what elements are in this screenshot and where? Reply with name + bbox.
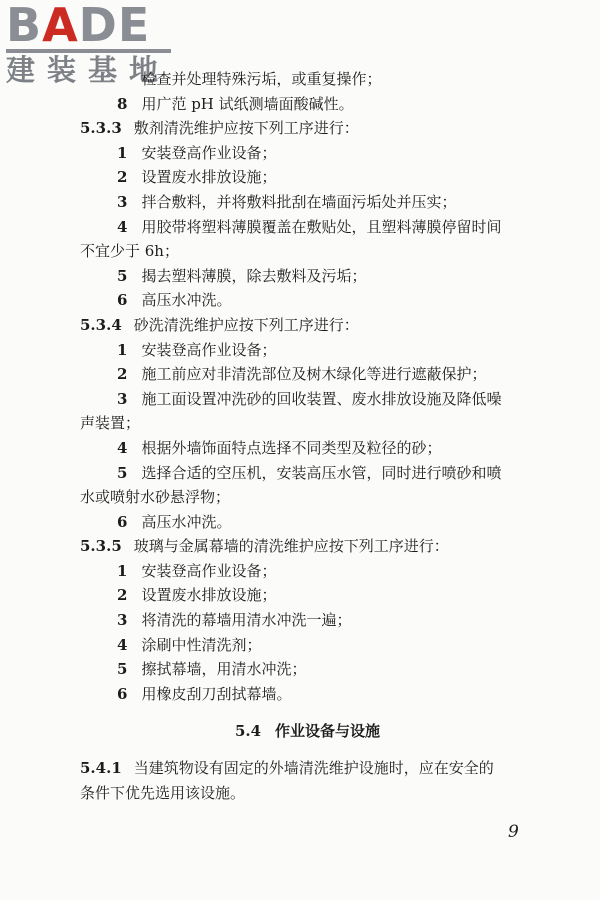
section-number: 5.4 <box>234 722 262 741</box>
item-text: 将清洗的幕墙用清水冲洗一遍； <box>141 611 352 630</box>
item-text: 设置废水排放设施； <box>141 168 277 187</box>
item-number: 2 <box>117 365 128 384</box>
page-number: 9 <box>508 822 519 842</box>
item-text: 安装登高作业设备； <box>141 143 277 162</box>
list-item <box>80 583 535 608</box>
item-number: 3 <box>117 611 128 630</box>
document-body <box>80 67 535 805</box>
item-number: 6 <box>117 291 128 310</box>
item-text: 高压水冲洗。 <box>141 512 232 531</box>
list-item <box>80 608 535 633</box>
clause-5-3-3 <box>80 116 535 141</box>
item-text: 根据外墙饰面特点选择不同类型及粒径的砂； <box>141 438 442 457</box>
item-text: 选择合适的空压机，安装高压水管，同时进行喷砂和喷 <box>141 463 502 482</box>
clause-text: 敷剂清洗维护应按下列工序进行： <box>133 119 359 138</box>
clause-number: 5.3.4 <box>80 315 122 334</box>
item-text: 施工前应对非清洗部位及树木绿化等进行遮蔽保护； <box>141 365 487 384</box>
item-text: 安装登高作业设备； <box>141 561 277 580</box>
list-item <box>80 510 535 535</box>
item-number: 5 <box>117 660 128 679</box>
item-number: 4 <box>117 217 128 236</box>
item-text: 用胶带将塑料薄膜覆盖在敷贴处，且塑料薄膜停留时间 <box>141 217 502 236</box>
clause-text: 玻璃与金属幕墙的清洗维护应按下列工序进行： <box>133 537 449 556</box>
clause-5-3-4 <box>80 313 535 338</box>
item-number: 5 <box>117 463 128 482</box>
clause-continuation: 条件下优先选用该设施。 <box>80 783 246 802</box>
list-item <box>80 461 535 486</box>
item-number: 1 <box>117 561 128 580</box>
item-text: 涂刷中性清洗剂； <box>141 635 262 654</box>
item-number: 4 <box>117 635 128 654</box>
list-item <box>80 682 535 707</box>
list-item <box>80 67 535 92</box>
list-item <box>80 215 535 240</box>
item-number: 6 <box>117 512 128 531</box>
item-text: 设置废水排放设施； <box>141 586 277 605</box>
list-item <box>80 165 535 190</box>
item-number: 4 <box>117 438 128 457</box>
list-item <box>80 387 535 412</box>
logo-wordmark <box>6 0 176 52</box>
list-item <box>80 633 535 658</box>
item-number: 1 <box>117 340 128 359</box>
list-item <box>80 559 535 584</box>
list-item <box>80 264 535 289</box>
logo-letter-a: A <box>42 0 79 52</box>
section-title: 作业设备与设施 <box>275 722 381 741</box>
clause-number: 5.4.1 <box>80 759 122 778</box>
item-text: 施工面设置冲洗砂的回收装置、废水排放设施及降低噪 <box>141 389 502 408</box>
logo-letter-b: B <box>6 0 43 52</box>
list-item <box>80 92 535 117</box>
list-item <box>80 338 535 363</box>
item-number: 2 <box>117 168 128 187</box>
item-text: 用橡皮刮刀刮拭幕墙。 <box>141 684 292 703</box>
item-number: 6 <box>117 684 128 703</box>
list-item-continuation: 声装置； <box>80 414 141 433</box>
item-number: 8 <box>117 94 128 113</box>
list-item-continuation: 水或喷射水砂悬浮物； <box>80 488 231 507</box>
list-item <box>80 288 535 313</box>
item-text: 用广范 pH 试纸测墙面酸碱性。 <box>141 94 354 113</box>
item-text: 安装登高作业设备； <box>141 340 277 359</box>
clause-text: 砂洗清洗维护应按下列工序进行： <box>133 315 359 334</box>
clause-number: 5.3.5 <box>80 537 122 556</box>
item-text: 拌合敷料，并将敷料批刮在墙面污垢处并压实； <box>141 192 457 211</box>
list-item <box>80 436 535 461</box>
item-number: 2 <box>117 586 128 605</box>
clause-number: 5.3.3 <box>80 119 122 138</box>
item-number: 5 <box>117 266 128 285</box>
list-item-continuation: 不宜少于 6h； <box>80 242 179 261</box>
item-text: 揭去塑料薄膜，除去敷料及污垢； <box>141 266 367 285</box>
section-heading-5-4 <box>80 719 535 744</box>
list-item <box>80 657 535 682</box>
item-text: 检查并处理特殊污垢，或重复操作； <box>141 70 382 88</box>
list-item <box>80 362 535 387</box>
item-text: 擦拭幕墙，用清水冲洗； <box>141 660 307 679</box>
item-number: 1 <box>117 143 128 162</box>
item-number: 3 <box>117 192 128 211</box>
clause-text: 当建筑物设有固定的外墙清洗维护设施时，应在安全的 <box>133 759 494 778</box>
list-item <box>80 141 535 166</box>
clause-5-3-5 <box>80 534 535 559</box>
logo-letters-de: DE <box>78 0 151 52</box>
item-number: 3 <box>117 389 128 408</box>
list-item <box>80 190 535 215</box>
item-text: 高压水冲洗。 <box>141 291 232 310</box>
clause-5-4-1 <box>80 756 535 781</box>
logo-subtitle: 建装基地 <box>6 53 171 87</box>
